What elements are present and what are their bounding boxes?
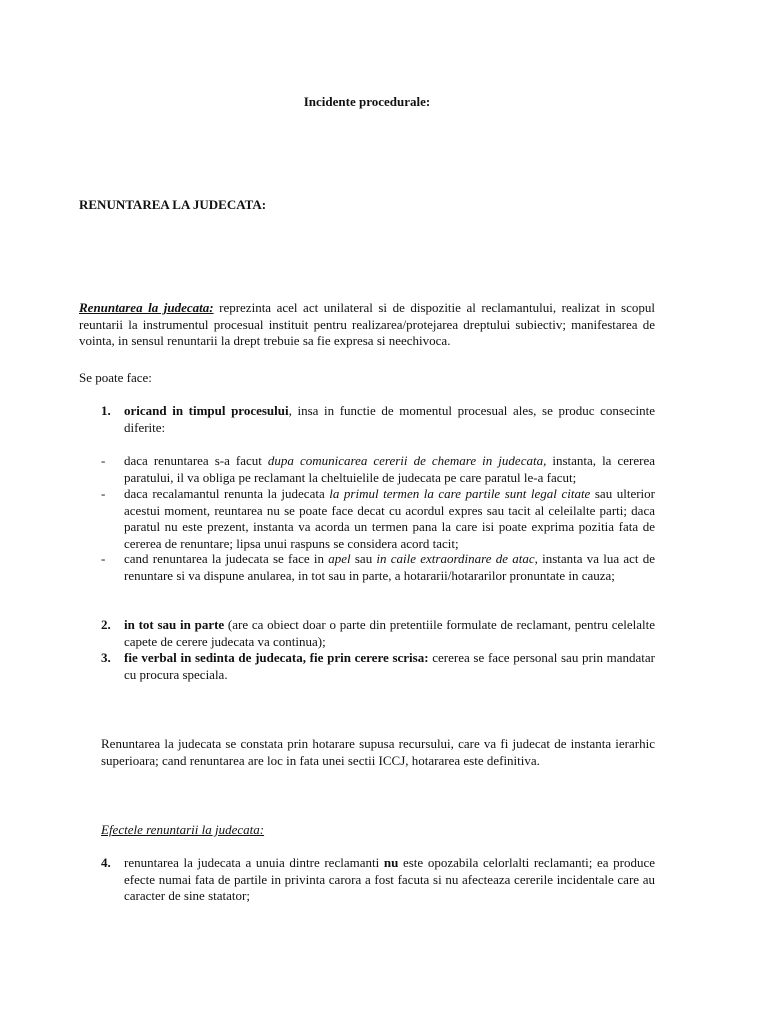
list-item-emphasis: nu [383,855,399,870]
se-poate-label: Se poate face: [79,370,152,385]
list-item-body: renuntarea la judecata a unuia dintre reclamanti [124,855,384,870]
recurs-paragraph: Renuntarea la judecata se constata prin hotarare supusa recursului, care va fi judecat de instanta ierarhic superioara; cand renuntarea are loc in fata unei sectii ICCJ, hotararea este definitiva. [101,736,655,768]
bullet-text [124,453,655,486]
bullet-italic-part: in caile extraordinare de atac [376,551,535,566]
bullet-italic-part: la primul termen la care partile sunt legal citate [329,486,591,501]
bullet-text-part: sau ulterior acestui moment, reuntarea nu se poate face decat cu acordul expres sau tacit al celeilalte parti; daca paratul nu este prezent, instanta va acorda un termen pana la care isi poate exprima pozitia fata de cererea de renuntare; lipsa unui raspuns se considera acord tacit; [124,486,655,551]
bullet-text [124,486,655,552]
intro-paragraph [79,300,655,350]
intro-text: reprezinta acel act unilateral si de dispozitie al reclamantului, realizat in scopul reuntarii la instrumentul procesual instituit pentru realizarea/protejarea dreptului subiectiv; manifestarea de vointa, in sensul renuntarii la drept trebuie sa fie expresa si neechivoca. [79,300,655,348]
bullet-text-part: daca renuntarea s-a facut [124,453,268,468]
bullet-italic-part: dupa comunicarea cererii de chemare in judecata, [267,453,547,468]
document-title: Incidente procedurale: [303,94,431,109]
list-item-body: cererea se face personal sau prin mandatar cu procura speciala. [124,650,655,682]
list-item-lead: fie verbal in sedinta de judecata, fie prin cerere scrisa: [124,650,429,665]
bullet-text [124,551,655,584]
section-heading: RENUNTAREA LA JUDECATA: [79,197,267,212]
list-item-lead: in tot sau in parte [124,617,225,632]
bullet-dash: - [101,486,106,501]
list-item-text [124,617,655,650]
bullet-text-part: sau [350,551,377,566]
list-number: 1. [101,403,111,418]
bullet-text-part: , instanta va lua act de renuntare si va dispune anularea, in tot sau in parte, a hotararii/hotararilor pronuntate in cauza; [124,551,655,583]
list-item-text [124,403,655,436]
bullet-dash: - [101,551,106,566]
intro-term: Renuntarea la judecata: [79,300,214,315]
bullet-dash: - [101,453,106,468]
list-number: 3. [101,650,111,665]
bullet-italic-part: apel [328,551,351,566]
bullet-text-part: cand renuntarea la judecata se face in [124,551,329,566]
list-item-body: (are ca obiect doar o parte din pretentiile formulate de reclamant, pentru celelalte capete de cerere judecata va continua); [124,617,655,649]
list-number: 2. [101,617,111,632]
list-item-body: , insa in functie de momentul procesual ales, se produc consecinte diferite: [124,403,655,435]
list-item-body: este opozabila celorlalti reclamanti; ea produce efecte numai fata de partile in privinta carora a fost facuta si nu afecteaza cererile incidentale care au caracter de sine statator; [124,855,655,903]
list-number: 4. [101,855,111,870]
list-item-text [124,855,655,905]
bullet-text-part: instanta, la cererea paratului, il va obliga pe reclamant la cheltuielile de judecata pe care paratul le-a facut; [124,453,655,485]
bullet-text-part: daca recalamantul renunta la judecata [124,486,330,501]
list-item-lead: oricand in timpul procesului [124,403,289,418]
list-item-text [124,650,655,683]
effects-heading: Efectele renuntarii la judecata: [101,822,265,837]
